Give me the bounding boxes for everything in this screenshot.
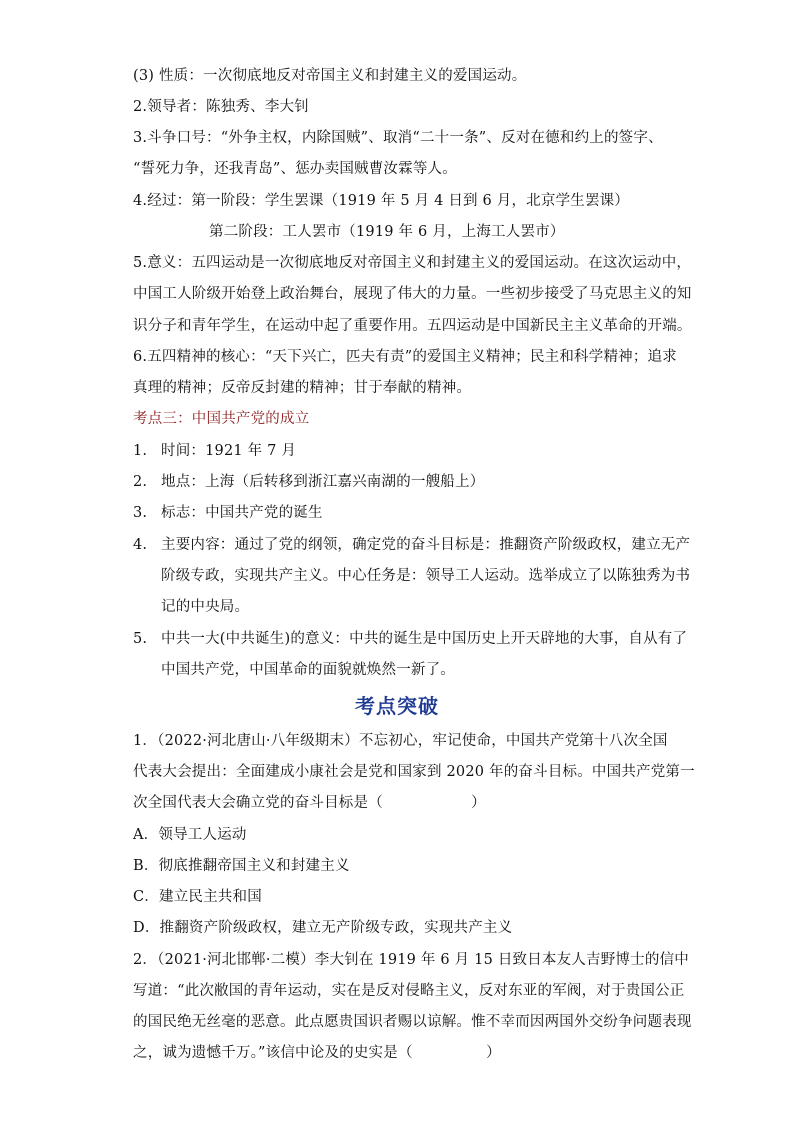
question-2-line-3: 的国民绝无丝毫的恶意。此点愿贵国识者赐以谅解。惟不幸而因两国外交纷争问题表现: [133, 1014, 692, 1030]
process-stage-1: 4.经过：第一阶段：学生罢课（1919 年 5 月 4 日到 6 月，北京学生罢课）: [133, 193, 630, 209]
list-item-symbol: [133, 503, 673, 523]
question-1-option-b: B．彻底推翻帝国主义和封建主义: [133, 858, 350, 874]
list-number: 4.: [133, 537, 148, 553]
significance-line-3: 识分子和青年学生，在运动中起了重要作用。五四运动是中国新民主主义革命的开端。: [133, 318, 692, 334]
list-item-significance-cont: 中国共产党，中国革命的面貌就焕然一新了。: [161, 662, 455, 678]
spirit-line-2: 真理的精神；反帝反封建的精神；甘于奉献的精神。: [133, 380, 472, 396]
list-text: 地点：上海（后转移到浙江嘉兴南湖的一艘船上）: [161, 474, 485, 490]
question-1-line-3: 次全国代表大会确立党的奋斗目标是（ ）: [133, 795, 486, 811]
list-item-content-cont-1: 阶级专政，实现共产主义。中心任务是：领导工人运动。选举成立了以陈独秀为书: [161, 568, 691, 584]
list-text: 主要内容：通过了党的纲领，确定党的奋斗目标是：推翻资产阶级政权，建立无产: [161, 537, 691, 553]
list-number: 3.: [133, 505, 148, 521]
list-item-content: [133, 535, 691, 555]
slogan-line-1: 3.斗争口号：“外争主权，内除国贼”、取消“二十一条”、反对在德和约上的签字、: [133, 130, 663, 146]
leaders-line: 2.领导者：陈独秀、李大钊: [133, 99, 309, 115]
list-text: 标志：中国共产党的诞生: [161, 505, 323, 521]
list-text: 时间：1921 年 7 月: [161, 443, 297, 459]
topic-three-heading: 考点三：中国共产党的成立: [133, 411, 310, 427]
list-item-significance: [133, 629, 688, 649]
nature-line: (3) 性质：一次彻底地反对帝国主义和封建主义的爱国运动。: [133, 68, 527, 84]
list-number: 1.: [133, 443, 148, 459]
question-1-option-a: A．领导工人运动: [133, 827, 247, 843]
list-item-content-cont-2: 记的中央局。: [161, 599, 250, 615]
section-title: 考点突破: [355, 694, 439, 718]
question-2-line-1: 2．（2021·河北邯郸·二模）李大钊在 1919 年 6 月 15 日致日本友人吉野博士的信中: [133, 952, 689, 968]
list-item-time: [133, 441, 673, 461]
significance-line-1: 5.意义：五四运动是一次彻底地反对帝国主义和封建主义的爱国运动。在这次运动中，: [133, 255, 692, 271]
question-2-line-4: 之，诚为遗憾千万。”该信中论及的史实是（ ）: [133, 1045, 501, 1061]
list-text: 中共一大(中共诞生)的意义：中共的诞生是中国历史上开天辟地的大事，自从有了: [161, 631, 688, 647]
significance-line-2: 中国工人阶级开始登上政治舞台，展现了伟大的力量。一些初步接受了马克思主义的知: [133, 286, 692, 302]
question-1-line-2: 代表大会提出：全面建成小康社会是党和国家到 2020 年的奋斗目标。中国共产党第一: [133, 764, 695, 780]
question-2-line-2: 写道：“此次敝国的青年运动，实在是反对侵略主义，反对东亚的军阀，对于贵国公正: [133, 983, 685, 999]
question-1-line-1: 1．（2022·河北唐山·八年级期末）不忘初心，牢记使命，中国共产党第十八次全国: [133, 733, 668, 749]
process-stage-2: 第二阶段：工人罢市（1919 年 6 月，上海工人罢市）: [209, 224, 565, 240]
list-item-place: [133, 472, 673, 492]
slogan-line-2: “誓死力争，还我青岛”、惩办卖国贼曹汝霖等人。: [133, 161, 457, 177]
question-1-option-c: C．建立民主共和国: [133, 889, 262, 905]
list-number: 2.: [133, 474, 148, 490]
spirit-line-1: 6.五四精神的核心：“天下兴亡，匹夫有责”的爱国主义精神；民主和科学精神；追求: [133, 349, 677, 365]
list-number: 5.: [133, 631, 148, 647]
question-1-option-d: D．推翻资产阶级政权，建立无产阶级专政，实现共产主义: [133, 920, 513, 936]
